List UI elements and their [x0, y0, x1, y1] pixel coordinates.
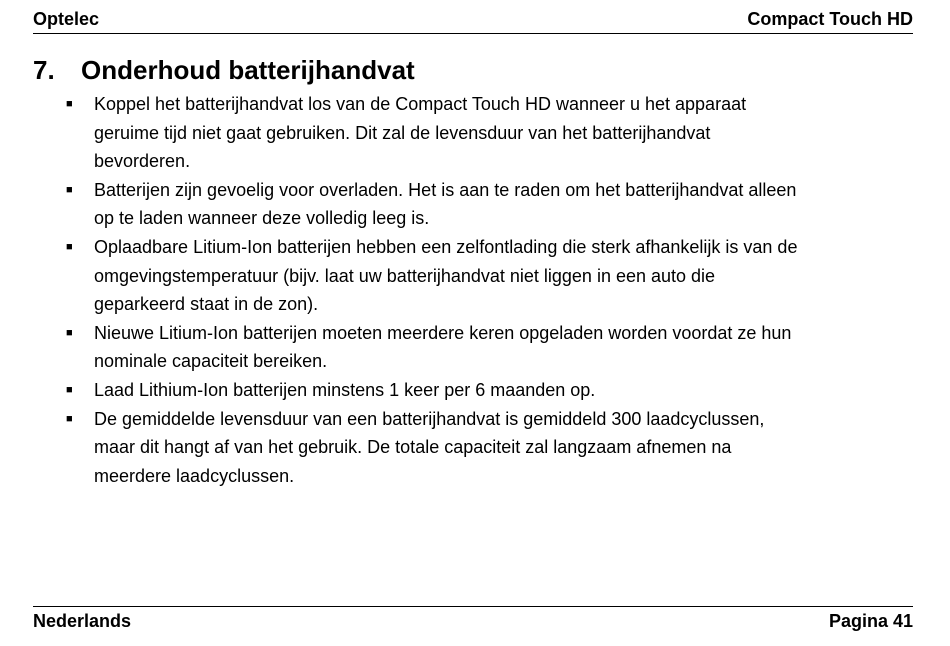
list-item-line: nominale capaciteit bereiken.: [94, 351, 328, 372]
list-item-line: Laad Lithium-Ion batterijen minstens 1 keer per 6 maanden op.: [94, 379, 596, 400]
header-product: Compact Touch HD: [747, 9, 913, 29]
list-item-line: meerdere laadcyclussen.: [94, 465, 295, 486]
list-item: [66, 405, 916, 491]
page-header: [33, 9, 913, 34]
section-number: 7.: [33, 55, 55, 85]
footer-page-number: Pagina 41: [828, 611, 913, 631]
list-item-line: bevorderen.: [94, 151, 191, 172]
list-item-line: maar dit hangt af van het gebruik. De totale capaciteit zal langzaam afnemen na: [94, 437, 732, 458]
list-item-line: De gemiddelde levensduur van een batterijhandvat is gemiddeld 300 laadcyclussen,: [94, 408, 765, 429]
bullet-square-icon: ■: [66, 183, 73, 196]
list-item: [66, 90, 916, 176]
bullet-square-icon: ■: [66, 412, 73, 425]
list-item-line: op te laden wanneer deze volledig leeg is.: [94, 208, 430, 229]
header-brand: Optelec: [33, 9, 100, 29]
list-item-line: geparkeerd staat in de zon).: [94, 294, 319, 315]
section-title-text: Onderhoud batterijhandvat: [81, 55, 415, 85]
list-item-line: Batterijen zijn gevoelig voor overladen. Het is aan te raden om het batterijhandvat alleen: [94, 179, 797, 200]
list-item: [66, 376, 916, 405]
list-item-line: Oplaadbare Litium-Ion batterijen hebben een zelfontlading die sterk afhankelijk is van de: [94, 236, 798, 257]
page-footer: [33, 606, 913, 632]
section-title: [33, 55, 415, 86]
bullet-square-icon: ■: [66, 326, 73, 339]
maintenance-list: [66, 90, 916, 490]
bullet-square-icon: ■: [66, 98, 73, 110]
list-item-line: Nieuwe Litium-Ion batterijen moeten meerdere keren opgeladen worden voordat ze hun: [94, 322, 792, 343]
list-item: [66, 176, 916, 233]
list-item: [66, 319, 916, 376]
footer-language: Nederlands: [33, 611, 132, 631]
list-item-line: Koppel het batterijhandvat los van de Compact Touch HD wanneer u het apparaat: [94, 94, 747, 114]
list-item-line: geruime tijd niet gaat gebruiken. Dit zal de levensduur van het batterijhandvat: [94, 122, 711, 143]
bullet-square-icon: ■: [66, 240, 73, 253]
list-item-line: omgevingstemperatuur (bijv. laat uw batterijhandvat niet liggen in een auto die: [94, 265, 716, 286]
bullet-square-icon: ■: [66, 383, 73, 396]
list-item: [66, 233, 916, 319]
